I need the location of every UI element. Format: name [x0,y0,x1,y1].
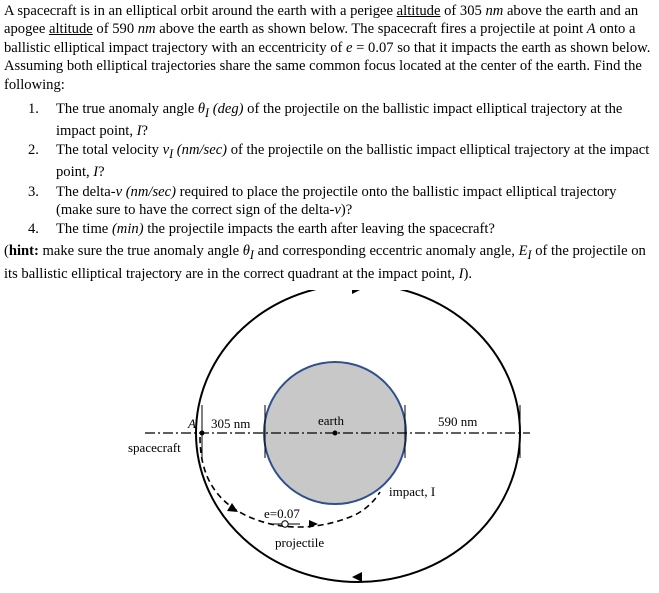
projectile-label: projectile [275,535,325,550]
spacecraft-point [200,431,205,436]
orbit-diagram [0,290,659,593]
question-item: 4. The time (min) the projectile impacts the earth after leaving the spacecraft? [28,221,495,238]
eccentricity-label: e=0.07 [264,506,300,521]
spacecraft-label: spacecraft [128,440,181,455]
focus-dot [333,431,338,436]
apogee-altitude-label: 590 nm [438,414,478,429]
question-list [4,100,654,238]
orbit-arrow-icon [352,572,362,582]
trajectory-arrow-icon [227,503,238,512]
question-item: 1. The true anomaly angle $\theta_I$ (deg) of the projectile on the ballistic impact elliptical trajectory at the impact point, I? [28,101,623,140]
point-a-label: A [188,416,196,431]
question-item: 3. The delta-v (nm/sec) required to place the projectile onto the ballistic impact elliptical trajectory (make sure to have the correct sign of the delta-v)? [28,183,617,218]
altitude-underlined-2: altitude [48,21,93,38]
question-item: 2. The total velocity $v_I$ (nm/sec) of the projectile on the ballistic impact elliptical trajectory at the impact point, I? [28,142,650,181]
problem-page [4,2,654,283]
hint-paragraph: (hint: make sure the true anomaly angle $\theta_I$ and corresponding eccentric anomaly angle, $E_I$ of the projectile on its ballistic elliptical trajectory are in the correct quadrant at the impact point, I). [4,243,646,282]
perigee-altitude-label: 305 nm [211,416,251,431]
earth-label: earth [318,413,344,428]
projectile-icon [282,521,288,527]
orbit-arrow-icon [352,290,362,294]
altitude-underlined-1: altitude [396,3,441,19]
impact-label: impact, I [389,484,436,499]
problem-intro: A spacecraft is in an elliptical orbit around the earth with a perigee altitude of 305 nm above the earth and an apogee altitude of 590 nm above the earth as shown below. The spacecraft fires a projectile at point A onto a ballistic elliptical impact trajectory with an eccentricity of e = 0.07 so that it impacts the earth as shown below. Assuming both elliptical trajectories share the same common focus located at the center of the earth. Find the following: [4,3,651,93]
